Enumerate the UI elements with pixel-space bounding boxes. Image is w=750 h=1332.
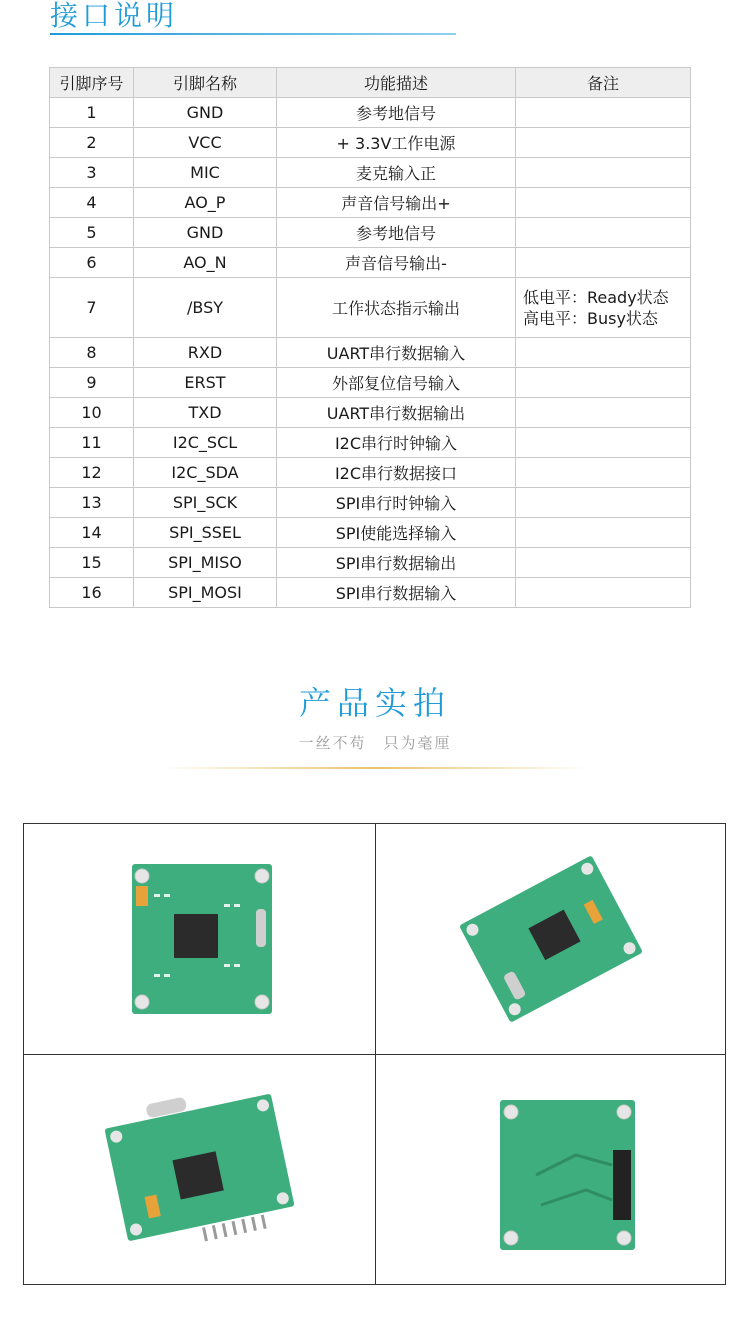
pin-number-cell: 3: [50, 158, 134, 188]
slogan: 一丝不苟 只为毫厘: [298, 734, 452, 752]
pin-note-cell: [516, 368, 691, 398]
pin-name-cell: SPI_MISO: [134, 548, 277, 578]
grid-divider-horizontal: [24, 1054, 725, 1055]
pin-number-cell: 9: [50, 368, 134, 398]
pin-note-cell: [516, 158, 691, 188]
pin-number-cell: 7: [50, 278, 134, 338]
table-row: [50, 398, 691, 428]
pin-function-cell: 外部复位信号输入: [277, 368, 516, 398]
table-row: [50, 128, 691, 158]
slogan-divider: [160, 767, 590, 769]
pin-name-cell: MIC: [134, 158, 277, 188]
pin-number-cell: 12: [50, 458, 134, 488]
pin-table: [49, 67, 691, 608]
pin-number-cell: 8: [50, 338, 134, 368]
note-line: 低电平：Ready状态: [523, 287, 669, 307]
photo-board-top: [24, 824, 375, 1054]
pin-number-cell: 13: [50, 488, 134, 518]
pin-number-cell: 6: [50, 248, 134, 278]
pin-function-cell: SPI串行数据输入: [277, 578, 516, 608]
pin-number-cell: 4: [50, 188, 134, 218]
photo-board-angle: [376, 824, 725, 1054]
pin-number-cell: 2: [50, 128, 134, 158]
pin-name-cell: RXD: [134, 338, 277, 368]
pin-number-cell: 11: [50, 428, 134, 458]
pin-number-cell: 1: [50, 98, 134, 128]
table-row: [50, 338, 691, 368]
pin-name-cell: /BSY: [134, 278, 277, 338]
pin-function-cell: 参考地信号: [277, 98, 516, 128]
pin-note-cell: [516, 488, 691, 518]
pin-function-cell: I2C串行时钟输入: [277, 428, 516, 458]
pin-function-cell: + 3.3V工作电源: [277, 128, 516, 158]
pin-note-cell: [516, 278, 691, 338]
pin-function-cell: 参考地信号: [277, 218, 516, 248]
table-row: [50, 218, 691, 248]
pin-note-cell: [516, 248, 691, 278]
pin-name-cell: SPI_MOSI: [134, 578, 277, 608]
pin-function-cell: I2C串行数据接口: [277, 458, 516, 488]
pin-function-cell: 麦克输入正: [277, 158, 516, 188]
photo-board-bottom: [376, 1055, 725, 1284]
pin-note-cell: [516, 338, 691, 368]
table-row: [50, 278, 691, 338]
pin-function-cell: SPI使能选择输入: [277, 518, 516, 548]
pin-name-cell: SPI_SCK: [134, 488, 277, 518]
pin-name-cell: TXD: [134, 398, 277, 428]
note-line: 高电平：Busy状态: [523, 308, 658, 328]
table-row: [50, 368, 691, 398]
pin-note-cell: [516, 428, 691, 458]
title-underline: [50, 33, 456, 35]
pin-note-cell: [516, 458, 691, 488]
table-row: [50, 158, 691, 188]
pin-note-cell: [516, 578, 691, 608]
pin-note-cell: [516, 398, 691, 428]
pin-note-cell: [516, 98, 691, 128]
pin-note-cell: [516, 218, 691, 248]
table-row: [50, 578, 691, 608]
board-bottom-image: [376, 1055, 725, 1284]
pin-number-cell: 15: [50, 548, 134, 578]
section-title: 接口说明: [50, 0, 179, 32]
table-header-row: [50, 68, 691, 98]
pin-number-cell: 14: [50, 518, 134, 548]
board-perspective-image: [24, 1055, 375, 1284]
photos-title: 产品实拍: [298, 684, 451, 722]
pin-function-cell: SPI串行数据输出: [277, 548, 516, 578]
pin-note-cell: [516, 128, 691, 158]
photo-board-perspective: [24, 1055, 375, 1284]
pin-note-cell: [516, 518, 691, 548]
table-row: [50, 458, 691, 488]
table-row: [50, 428, 691, 458]
header-pin-number: 引脚序号: [50, 68, 134, 98]
pin-name-cell: SPI_SSEL: [134, 518, 277, 548]
pin-name-cell: VCC: [134, 128, 277, 158]
board-top-image: [24, 824, 375, 1054]
pin-function-cell: SPI串行时钟输入: [277, 488, 516, 518]
pin-function-cell: 声音信号输出-: [277, 248, 516, 278]
pin-number-cell: 5: [50, 218, 134, 248]
pin-name-cell: AO_P: [134, 188, 277, 218]
pin-name-cell: ERST: [134, 368, 277, 398]
header-pin-name: 引脚名称: [134, 68, 277, 98]
pin-name-cell: GND: [134, 98, 277, 128]
pin-name-cell: I2C_SDA: [134, 458, 277, 488]
pin-number-cell: 10: [50, 398, 134, 428]
pin-note-cell: [516, 188, 691, 218]
pin-function-cell: 工作状态指示输出: [277, 278, 516, 338]
table-row: [50, 518, 691, 548]
table-row: [50, 248, 691, 278]
header-function: 功能描述: [277, 68, 516, 98]
pin-function-cell: 声音信号输出+: [277, 188, 516, 218]
table-row: [50, 188, 691, 218]
photo-grid: [23, 823, 726, 1285]
pin-function-cell: UART串行数据输出: [277, 398, 516, 428]
pin-name-cell: I2C_SCL: [134, 428, 277, 458]
pin-function-cell: UART串行数据输入: [277, 338, 516, 368]
table-row: [50, 488, 691, 518]
header-note: 备注: [516, 68, 691, 98]
board-angle-image: [376, 824, 725, 1054]
pin-name-cell: AO_N: [134, 248, 277, 278]
table-row: [50, 548, 691, 578]
pin-note-cell: [516, 548, 691, 578]
table-row: [50, 98, 691, 128]
pin-name-cell: GND: [134, 218, 277, 248]
pin-number-cell: 16: [50, 578, 134, 608]
